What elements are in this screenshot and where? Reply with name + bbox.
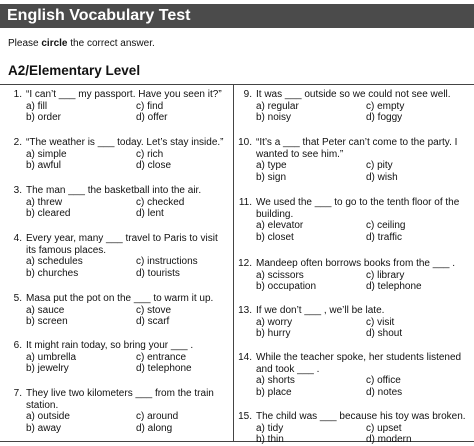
question-number: 5. [13,293,22,304]
option-d[interactable]: d) wish [366,171,398,183]
option-a[interactable]: a) shorts [256,375,295,386]
level-heading: A2/Elementary Level [8,63,141,78]
option-a[interactable]: a) elevator [256,220,304,231]
question-stem: Mandeep often borrows books from the ___ . [256,258,456,269]
question-stem: The child was ___ because his toy was broken. [256,411,466,422]
option-d[interactable]: d) scarf [136,316,170,327]
question-stem: “It’s a ___ that Peter can’t come to the party. I wanted to see him.” [256,137,458,160]
option-c[interactable]: c) rich [136,148,164,160]
question-5 [0,293,228,328]
option-b[interactable]: b) sign [256,171,287,183]
option-b[interactable]: b) hurry [256,328,291,339]
option-b[interactable]: b) churches [26,267,79,279]
question-4 [0,233,228,279]
option-d[interactable]: d) foggy [366,112,403,123]
option-a[interactable]: a) worry [256,316,293,328]
question-7 [0,388,228,434]
instruction-pre: Please [8,38,42,49]
option-a[interactable]: a) tidy [256,422,284,434]
question-15 [232,411,470,446]
question-10 [232,137,470,183]
question-number: 2. [13,137,22,148]
option-a[interactable]: a) fill [26,100,48,112]
option-b[interactable]: b) closet [256,231,294,243]
option-d[interactable]: d) telephone [136,363,192,374]
question-number: 15. [238,411,252,422]
question-stem: They live two kilometers ___ from the train station. [26,388,214,411]
option-c[interactable]: c) stove [136,304,172,316]
option-d[interactable]: d) close [136,160,172,171]
option-d[interactable]: d) shout [366,328,403,339]
option-b[interactable]: b) thin [256,434,284,445]
option-a[interactable]: a) simple [26,148,67,160]
option-c[interactable]: c) entrance [136,351,187,363]
option-c[interactable]: c) checked [136,196,185,208]
question-12 [232,258,470,293]
question-stem: If we don’t ___ , we’ll be late. [256,305,385,316]
option-b[interactable]: b) noisy [256,112,292,123]
question-14 [232,352,470,398]
option-b[interactable]: b) occupation [256,281,317,292]
question-number: 11. [238,197,252,208]
option-a[interactable]: a) threw [26,196,63,208]
option-c[interactable]: c) instructions [136,256,198,267]
option-d[interactable]: d) traffic [366,231,402,243]
option-c[interactable]: c) visit [366,316,395,328]
option-b[interactable]: b) place [256,386,292,398]
question-number: 9. [243,89,252,100]
option-c[interactable]: c) office [366,375,401,386]
question-stem: The man ___ the basketball into the air. [26,185,202,196]
option-d[interactable]: d) notes [366,386,403,398]
option-b[interactable]: b) awful [26,160,62,171]
question-number: 1. [13,89,22,100]
option-b[interactable]: b) screen [26,316,68,327]
question-6 [0,340,228,375]
option-a[interactable]: a) type [256,160,287,171]
question-number: 12. [238,258,252,269]
question-13 [232,305,470,340]
question-stem: Masa put the pot on the ___ to warm it up. [26,293,214,304]
option-d[interactable]: d) along [136,422,173,434]
question-number: 10. [238,137,252,148]
option-c[interactable]: c) empty [366,100,405,112]
question-number: 6. [13,340,22,351]
option-c[interactable]: c) around [136,411,179,422]
option-d[interactable]: d) tourists [136,267,180,279]
option-d[interactable]: d) modern [366,434,412,445]
option-a[interactable]: a) schedules [26,256,83,267]
option-d[interactable]: d) telephone [366,281,422,292]
option-d[interactable]: d) lent [136,208,164,219]
option-c[interactable]: c) upset [366,422,402,434]
question-stem: We used the ___ to go to the tenth floor of the building. [256,197,460,220]
question-stem: “The weather is ___ today. Let’s stay inside.” [26,137,224,148]
test-title: English Vocabulary Test [0,4,474,28]
option-c[interactable]: c) ceiling [366,220,406,231]
question-1 [0,89,228,124]
option-a[interactable]: a) regular [256,100,299,112]
question-number: 14. [238,352,252,363]
option-a[interactable]: a) outside [26,411,70,422]
option-a[interactable]: a) scissors [256,269,304,281]
instruction-post: the correct answer. [67,38,155,49]
question-stem: It was ___ outside so we could not see well. [256,89,451,100]
question-3 [0,185,228,220]
option-a[interactable]: a) sauce [26,304,65,316]
question-stem: Every year, many ___ travel to Paris to visit its famous places. [26,233,218,256]
option-c[interactable]: c) find [136,100,164,112]
option-b[interactable]: b) jewelry [26,363,69,374]
option-a[interactable]: a) umbrella [26,351,77,363]
question-number: 7. [13,388,22,399]
option-b[interactable]: b) away [26,422,62,434]
option-c[interactable]: c) library [366,269,405,281]
question-9 [232,89,470,124]
question-11 [232,197,470,243]
option-d[interactable]: d) offer [136,112,168,123]
question-stem: “I can’t ___ my passport. Have you seen it?” [26,89,222,100]
instruction-emphasis: circle [41,38,68,49]
question-2 [0,137,228,172]
option-c[interactable]: c) pity [366,160,393,171]
instruction [8,38,155,49]
top-rule [0,84,474,85]
question-stem: While the teacher spoke, her students listened and took ___ . [256,352,462,375]
question-stem: It might rain today, so bring your ___ . [26,340,194,351]
question-number: 4. [13,233,22,244]
question-number: 13. [238,305,252,316]
question-number: 3. [13,185,22,196]
option-b[interactable]: b) cleared [26,208,71,219]
option-b[interactable]: b) order [26,112,62,123]
